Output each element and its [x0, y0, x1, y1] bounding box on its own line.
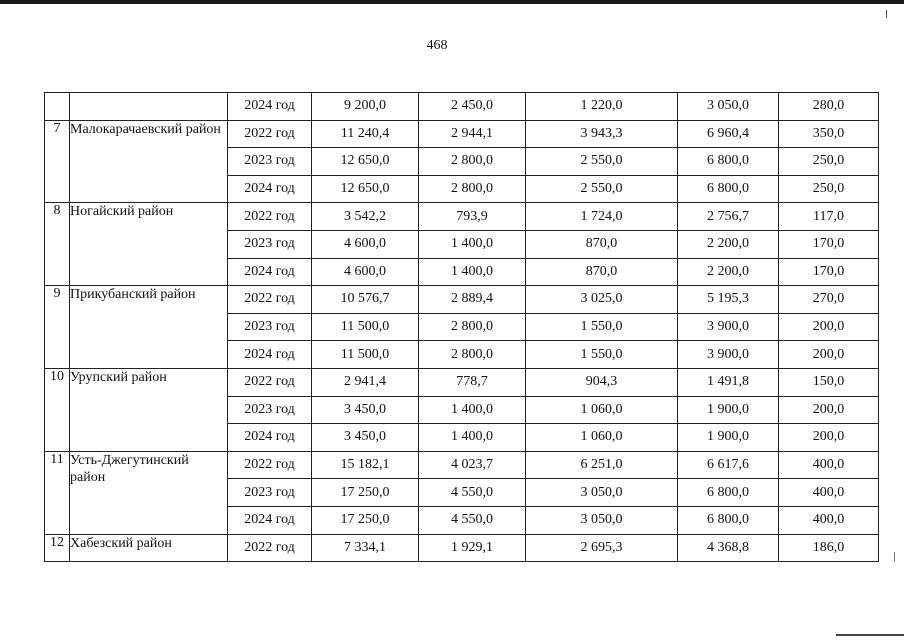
year-cell: 2024 год: [228, 341, 312, 369]
row-number: 7: [45, 120, 70, 203]
value-cell: 1 400,0: [419, 424, 526, 452]
value-cell: 6 800,0: [678, 479, 779, 507]
value-cell: 1 550,0: [526, 313, 678, 341]
table-row: [45, 368, 879, 396]
year-cell: 2023 год: [228, 313, 312, 341]
value-cell: 2 450,0: [419, 93, 526, 121]
value-cell: 400,0: [779, 506, 879, 534]
value-cell: 170,0: [779, 258, 879, 286]
page-number: 468: [426, 38, 448, 53]
value-cell: 3 050,0: [526, 479, 678, 507]
district-name: Хабезский район: [70, 534, 228, 562]
year-cell: 2023 год: [228, 230, 312, 258]
value-cell: 3 025,0: [526, 286, 678, 314]
value-cell: 200,0: [779, 341, 879, 369]
table-row: [45, 120, 879, 148]
value-cell: 4 600,0: [312, 230, 419, 258]
value-cell: 280,0: [779, 93, 879, 121]
value-cell: 7 334,1: [312, 534, 419, 562]
year-cell: 2023 год: [228, 148, 312, 176]
value-cell: 4 550,0: [419, 506, 526, 534]
row-number: [45, 93, 70, 121]
value-cell: 1 060,0: [526, 396, 678, 424]
value-cell: 2 756,7: [678, 203, 779, 231]
value-cell: 2 800,0: [419, 175, 526, 203]
value-cell: 1 220,0: [526, 93, 678, 121]
value-cell: 870,0: [526, 230, 678, 258]
row-number: 11: [45, 451, 70, 534]
value-cell: 1 491,8: [678, 368, 779, 396]
value-cell: 117,0: [779, 203, 879, 231]
value-cell: 3 900,0: [678, 313, 779, 341]
district-name: [70, 93, 228, 121]
year-cell: 2022 год: [228, 451, 312, 479]
value-cell: 9 200,0: [312, 93, 419, 121]
value-cell: 1 900,0: [678, 424, 779, 452]
year-cell: 2022 год: [228, 286, 312, 314]
value-cell: 2 800,0: [419, 313, 526, 341]
value-cell: 3 900,0: [678, 341, 779, 369]
value-cell: 400,0: [779, 479, 879, 507]
value-cell: 3 450,0: [312, 424, 419, 452]
year-cell: 2022 год: [228, 534, 312, 562]
row-number: 8: [45, 203, 70, 286]
value-cell: 200,0: [779, 424, 879, 452]
value-cell: 793,9: [419, 203, 526, 231]
value-cell: 3 542,2: [312, 203, 419, 231]
value-cell: 870,0: [526, 258, 678, 286]
value-cell: 2 800,0: [419, 148, 526, 176]
year-cell: 2024 год: [228, 258, 312, 286]
value-cell: 4 023,7: [419, 451, 526, 479]
value-cell: 2 695,3: [526, 534, 678, 562]
value-cell: 10 576,7: [312, 286, 419, 314]
value-cell: 6 617,6: [678, 451, 779, 479]
bottom-border-line: [836, 634, 904, 636]
value-cell: 6 800,0: [678, 506, 779, 534]
table-row: [45, 286, 879, 314]
district-name: Урупский район: [70, 368, 228, 451]
value-cell: 17 250,0: [312, 479, 419, 507]
value-cell: 2 944,1: [419, 120, 526, 148]
year-cell: 2024 год: [228, 93, 312, 121]
value-cell: 4 550,0: [419, 479, 526, 507]
value-cell: 270,0: [779, 286, 879, 314]
value-cell: 2 200,0: [678, 230, 779, 258]
value-cell: 6 960,4: [678, 120, 779, 148]
value-cell: 350,0: [779, 120, 879, 148]
value-cell: 904,3: [526, 368, 678, 396]
value-cell: 2 889,4: [419, 286, 526, 314]
district-name: Малокарачаевский район: [70, 120, 228, 203]
value-cell: 2 550,0: [526, 148, 678, 176]
value-cell: 2 200,0: [678, 258, 779, 286]
value-cell: 186,0: [779, 534, 879, 562]
year-cell: 2022 год: [228, 120, 312, 148]
value-cell: 4 368,8: [678, 534, 779, 562]
row-number: 10: [45, 368, 70, 451]
value-cell: 15 182,1: [312, 451, 419, 479]
budget-table: [44, 92, 879, 562]
table-row: [45, 451, 879, 479]
row-number: 9: [45, 286, 70, 369]
value-cell: 12 650,0: [312, 175, 419, 203]
value-cell: 1 060,0: [526, 424, 678, 452]
value-cell: 1 400,0: [419, 258, 526, 286]
value-cell: 2 800,0: [419, 341, 526, 369]
value-cell: 6 251,0: [526, 451, 678, 479]
value-cell: 12 650,0: [312, 148, 419, 176]
year-cell: 2022 год: [228, 203, 312, 231]
value-cell: 11 240,4: [312, 120, 419, 148]
year-cell: 2023 год: [228, 396, 312, 424]
value-cell: 1 900,0: [678, 396, 779, 424]
value-cell: 2 941,4: [312, 368, 419, 396]
value-cell: 3 943,3: [526, 120, 678, 148]
value-cell: 1 550,0: [526, 341, 678, 369]
year-cell: 2024 год: [228, 506, 312, 534]
scan-mark: [894, 552, 895, 562]
value-cell: 170,0: [779, 230, 879, 258]
year-cell: 2024 год: [228, 424, 312, 452]
district-name: Усть-Джегутинский район: [70, 451, 228, 534]
value-cell: 11 500,0: [312, 313, 419, 341]
district-name: Ногайский район: [70, 203, 228, 286]
value-cell: 250,0: [779, 175, 879, 203]
value-cell: 200,0: [779, 313, 879, 341]
year-cell: 2024 год: [228, 175, 312, 203]
value-cell: 5 195,3: [678, 286, 779, 314]
value-cell: 3 050,0: [526, 506, 678, 534]
table-row: [45, 203, 879, 231]
value-cell: 6 800,0: [678, 148, 779, 176]
district-name: Прикубанский район: [70, 286, 228, 369]
value-cell: 1 400,0: [419, 230, 526, 258]
value-cell: 17 250,0: [312, 506, 419, 534]
value-cell: 2 550,0: [526, 175, 678, 203]
value-cell: 3 450,0: [312, 396, 419, 424]
value-cell: 4 600,0: [312, 258, 419, 286]
top-border-line: [0, 0, 904, 4]
value-cell: 150,0: [779, 368, 879, 396]
value-cell: 778,7: [419, 368, 526, 396]
value-cell: 200,0: [779, 396, 879, 424]
year-cell: 2022 год: [228, 368, 312, 396]
value-cell: 11 500,0: [312, 341, 419, 369]
value-cell: 400,0: [779, 451, 879, 479]
table-row: [45, 534, 879, 562]
value-cell: 1 929,1: [419, 534, 526, 562]
table-row: [45, 93, 879, 121]
value-cell: 1 400,0: [419, 396, 526, 424]
value-cell: 3 050,0: [678, 93, 779, 121]
row-number: 12: [45, 534, 70, 562]
year-cell: 2023 год: [228, 479, 312, 507]
value-cell: 6 800,0: [678, 175, 779, 203]
scan-mark: [886, 10, 887, 18]
value-cell: 1 724,0: [526, 203, 678, 231]
value-cell: 250,0: [779, 148, 879, 176]
